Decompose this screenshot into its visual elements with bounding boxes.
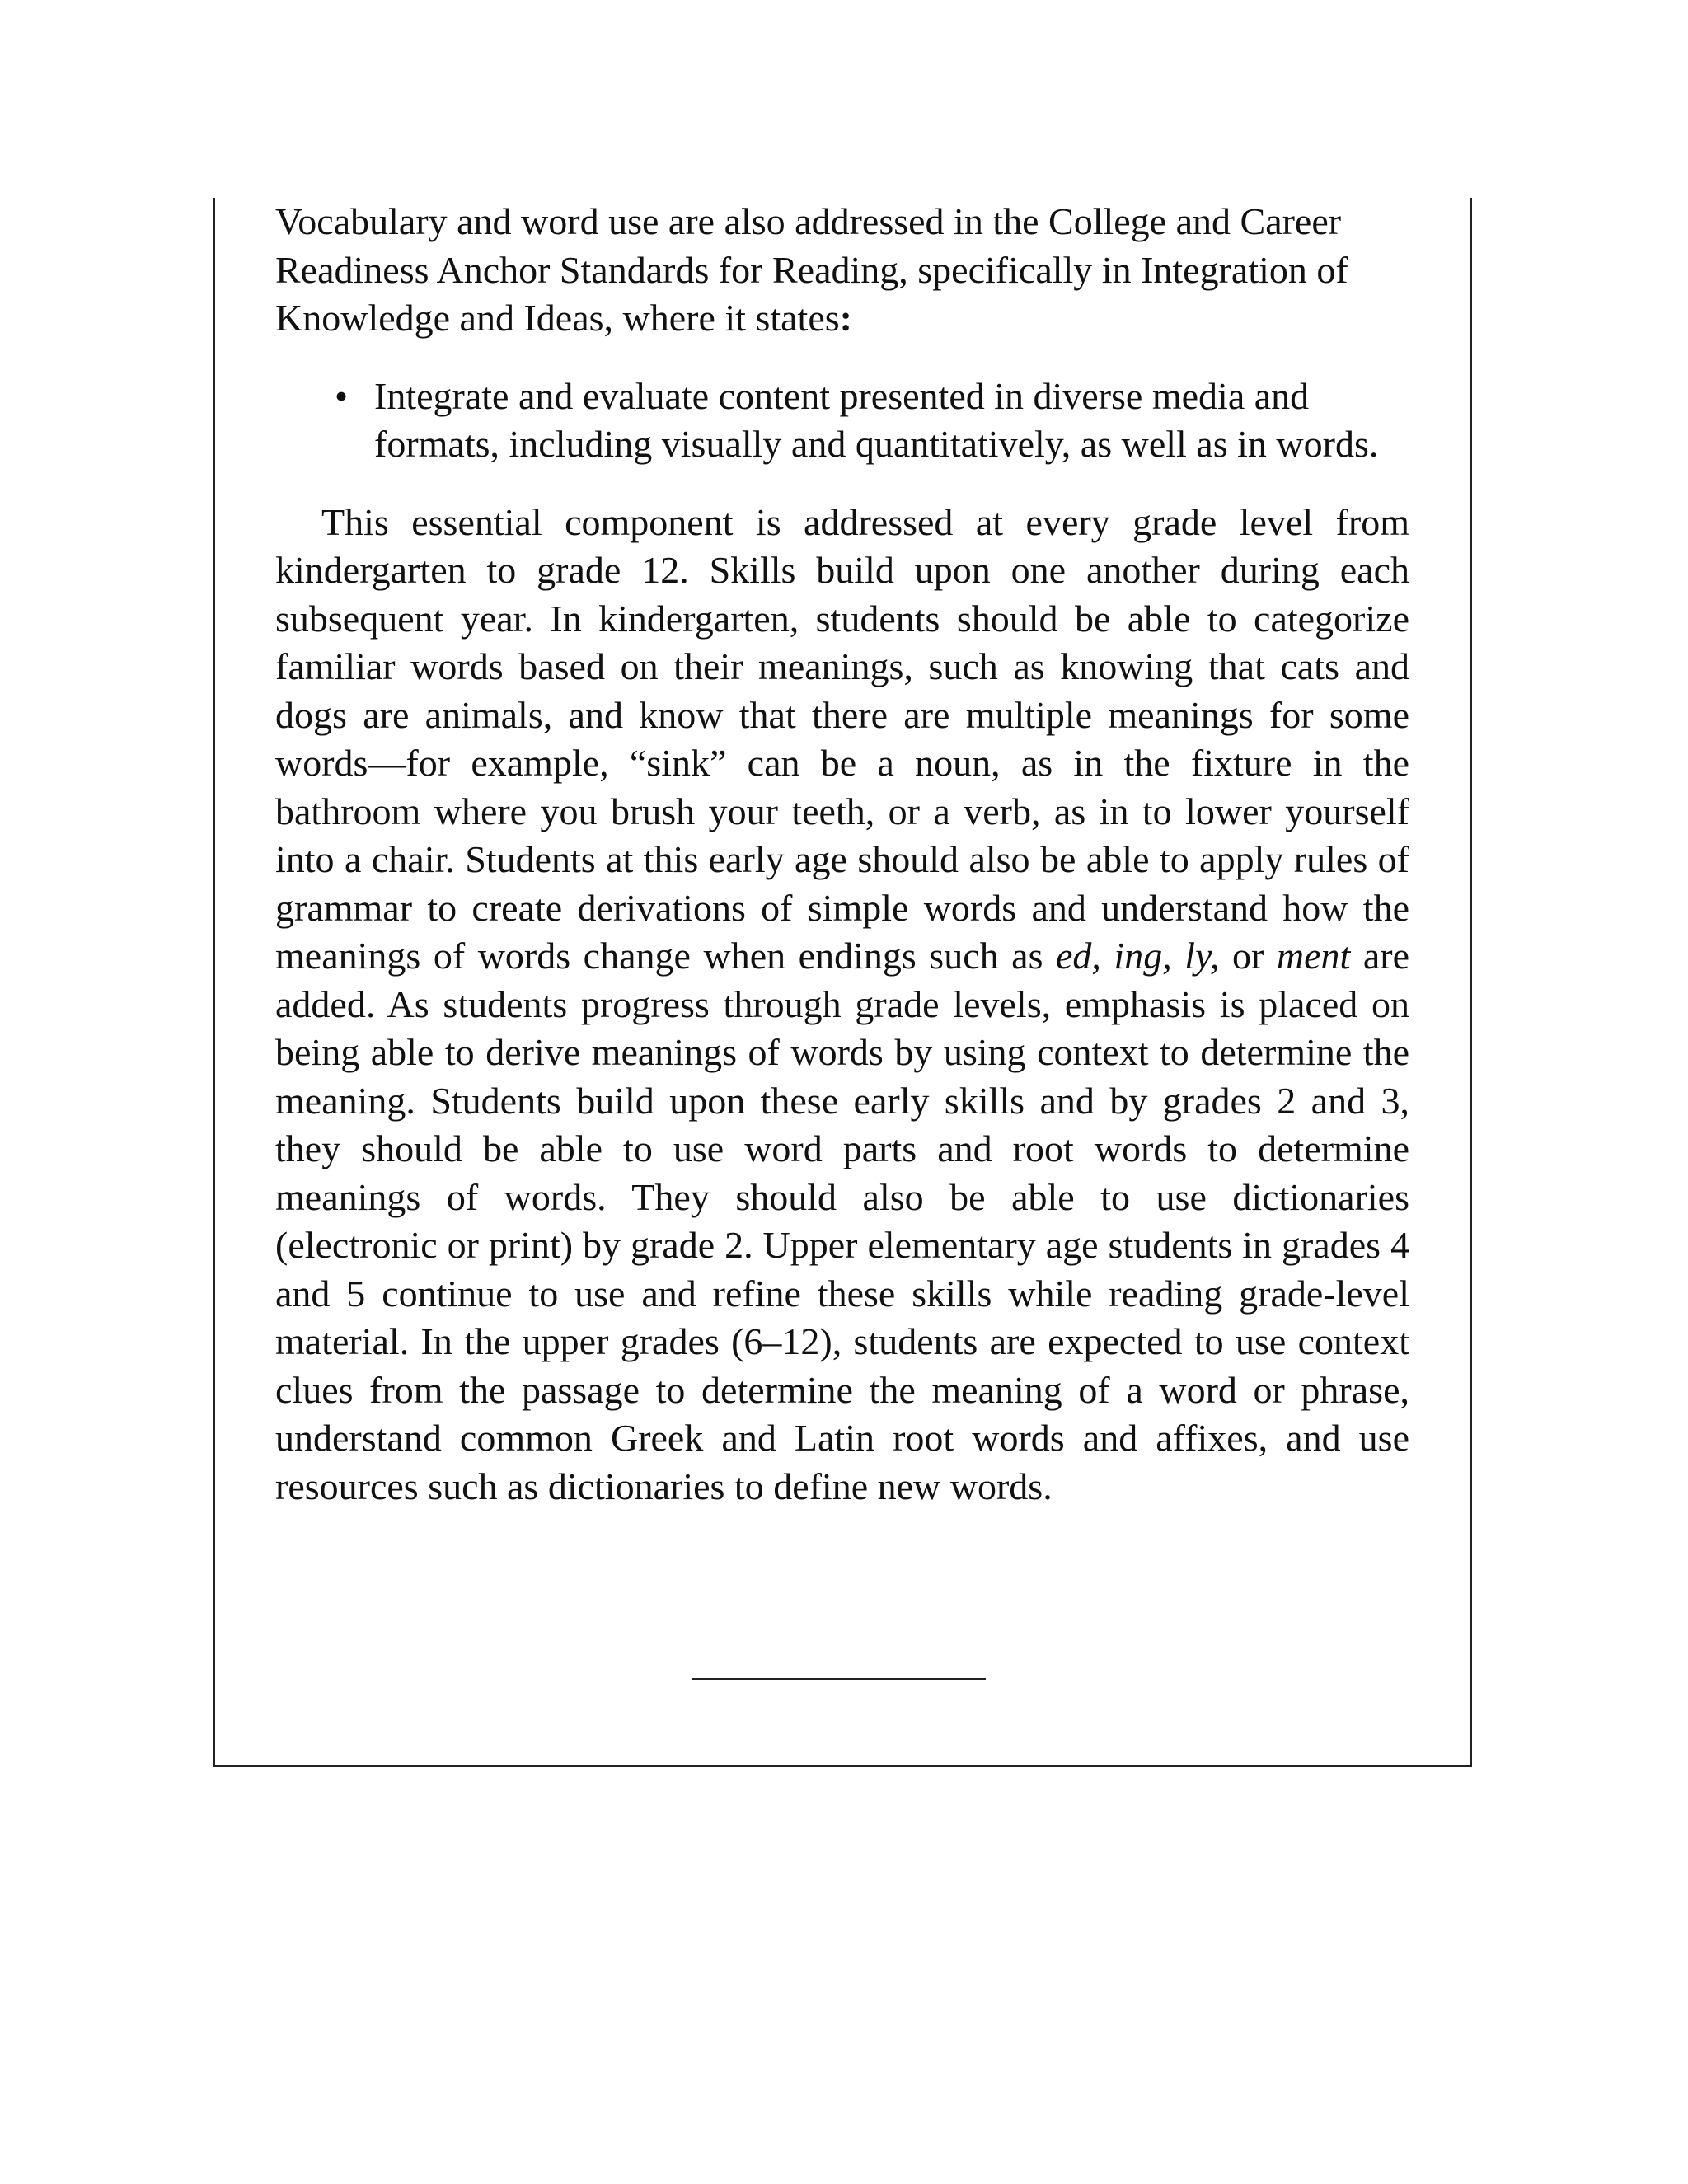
body-paragraph [275, 499, 1409, 1511]
document-body [275, 198, 1409, 1511]
body-italic-ment: ment [1276, 935, 1351, 977]
intro-text: Vocabulary and word use are also addressed in the College and Career Readiness Anchor Standards for Reading, specifically in Integration of Knowledge and Ideas, where it states [275, 200, 1348, 339]
body-text-part3: are added. As students progress through grade levels, emphasis is placed on being able to derive meanings of words by using context to determine the meaning. Students build upon these early skills and by grades 2 and 3, they should be able to use word parts and root words to determine meanings of words. They should also be able to use dictionaries (electronic or print) by grade 2. Upper elementary age students in grades 4 and 5 continue to use and refine these skills while reading grade-level material. In the upper grades (6–12), students are expected to use context clues from the passage to determine the meaning of a word or phrase, understand common Greek and Latin root words and affixes, and use resources such as dictionaries to define new words. [275, 935, 1409, 1507]
intro-paragraph [275, 198, 1409, 343]
body-text-part2: or [1219, 935, 1277, 977]
bullet-icon: • [335, 374, 349, 417]
body-text-part1: This essential component is addressed at every grade level from kindergarten to grade 12. Skills build upon one another during each subsequent year. In kindergarten, students should be able to categorize familiar words based on their meanings, such as knowing that cats and dogs are animals, and know that there are multiple meanings for some words—for example, “sink” can be a noun, as in the fixture in the bathroom where you brush your teeth, or a verb, as in to lower yourself into a chair. Students at this early age should also be able to apply rules of grammar to create derivations of simple words and understand how the meanings of words change when endings such as [275, 500, 1409, 977]
intro-colon: : [839, 297, 852, 339]
bullet-text: Integrate and evaluate content presented in diverse media and formats, including visually and quantitatively, as well as in words. [374, 374, 1379, 465]
body-italic-endings: ed, ing, ly, [1056, 935, 1220, 977]
list-item [335, 373, 1388, 469]
standards-bullet-list [275, 373, 1388, 469]
section-divider [692, 1678, 986, 1680]
